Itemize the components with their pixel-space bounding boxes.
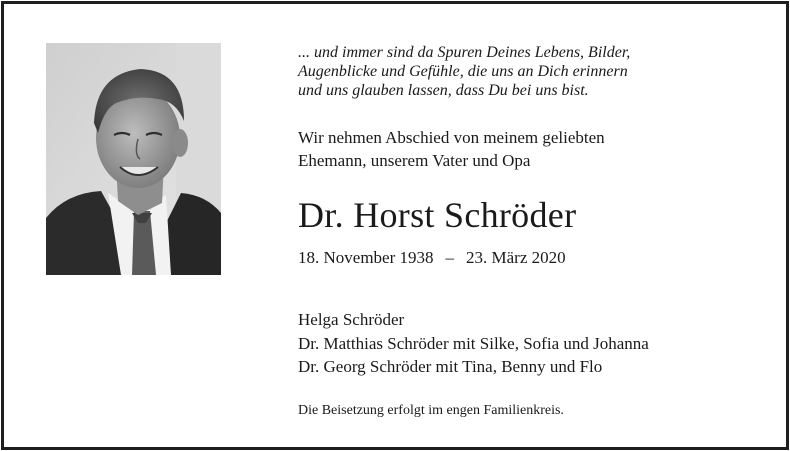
- birth-date: 18. November 1938: [298, 248, 434, 267]
- quote-line: ... und immer sind da Spuren Deines Lebens, Bilder,: [298, 44, 631, 61]
- life-dates: [298, 247, 566, 269]
- mourner-line: Dr. Matthias Schröder mit Silke, Sofia und Johanna: [298, 333, 649, 353]
- memorial-quote: [298, 43, 630, 100]
- intro-line: Wir nehmen Abschied von meinem geliebten: [298, 128, 605, 147]
- intro-line: Ehemann, unserem Vater und Opa: [298, 151, 531, 170]
- funeral-note: Die Beisetzung erfolgt im engen Familienkreis.: [298, 403, 564, 418]
- farewell-intro: [298, 126, 605, 172]
- mourner-line: Helga Schröder: [298, 310, 405, 329]
- mourner-line: Dr. Georg Schröder mit Tina, Benny und Flo: [298, 357, 603, 376]
- quote-line: Augenblicke und Gefühle, die uns an Dich erinnern: [298, 63, 628, 80]
- mourners-list: [298, 308, 649, 379]
- death-date: 23. März 2020: [466, 248, 566, 267]
- portrait-photo: [46, 43, 221, 275]
- portrait-photo-icon: [46, 43, 221, 275]
- date-separator: –: [445, 248, 455, 267]
- deceased-name: Dr. Horst Schröder: [298, 195, 577, 235]
- quote-line: und uns glauben lassen, dass Du bei uns bist.: [298, 82, 589, 99]
